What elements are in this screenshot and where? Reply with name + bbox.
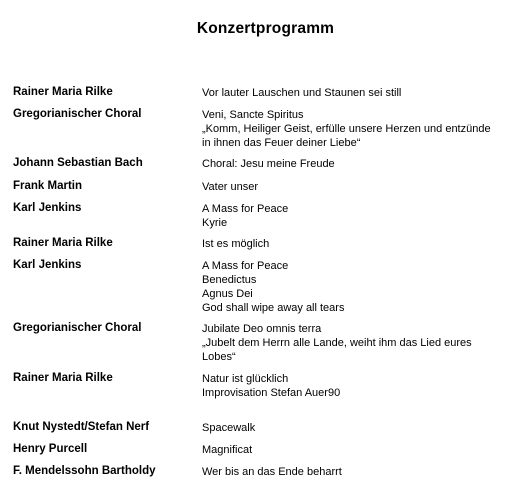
work-titles — [202, 421, 522, 435]
work-title-line: Agnus Dei — [202, 288, 253, 300]
work-title-line: Wer bis an das Ende beharrt — [202, 466, 342, 478]
composer-name: Rainer Maria Rilke — [13, 237, 113, 249]
work-titles — [202, 372, 522, 400]
composer-name: Karl Jenkins — [13, 259, 82, 271]
work-title-line: Choral: Jesu meine Freude — [202, 158, 335, 170]
work-titles — [202, 180, 522, 194]
work-title-line: Spacewalk — [202, 422, 256, 434]
composer-name: Gregorianischer Choral — [13, 108, 142, 120]
work-title-line: God shall wipe away all tears — [202, 302, 345, 314]
work-title-line: Benedictus — [202, 274, 257, 286]
work-title-line: in ihnen das Feuer deiner Liebe“ — [202, 137, 361, 149]
work-title-line: Ist es möglich — [202, 238, 270, 250]
work-title-line: Vater unser — [202, 181, 259, 193]
work-title-line: A Mass for Peace — [202, 260, 289, 272]
work-title-line: „Komm, Heiliger Geist, erfülle unsere Herzen und entzünde — [202, 123, 491, 135]
work-titles — [202, 322, 522, 364]
work-titles — [202, 202, 522, 230]
work-titles — [202, 157, 522, 171]
work-title-line: Lobes“ — [202, 351, 236, 363]
work-title-line: „Jubelt dem Herrn alle Lande, weiht ihm das Lied eures — [202, 337, 472, 349]
composer-name: Gregorianischer Choral — [13, 322, 142, 334]
composer-name: Karl Jenkins — [13, 202, 82, 214]
work-title-line: Vor lauter Lauschen und Staunen sei still — [202, 87, 402, 99]
work-title-line: Jubilate Deo omnis terra — [202, 323, 322, 335]
work-titles — [202, 465, 522, 479]
composer-name: Rainer Maria Rilke — [13, 372, 113, 384]
work-title-line: Natur ist glücklich — [202, 373, 289, 385]
work-title-line: Magnificat — [202, 444, 253, 456]
composer-name: Johann Sebastian Bach — [13, 157, 143, 169]
work-titles — [202, 108, 522, 150]
composer-name: F. Mendelssohn Bartholdy — [13, 465, 156, 477]
work-title-line: A Mass for Peace — [202, 203, 289, 215]
work-title-line: Improvisation Stefan Auer90 — [202, 387, 341, 399]
composer-name: Knut Nystedt/Stefan Nerf — [13, 421, 150, 433]
composer-name: Frank Martin — [13, 180, 83, 192]
work-titles — [202, 443, 522, 457]
composer-name: Rainer Maria Rilke — [13, 86, 113, 98]
work-title-line: Veni, Sancte Spiritus — [202, 109, 304, 121]
composer-name: Henry Purcell — [13, 443, 88, 455]
work-titles — [202, 86, 522, 100]
page-title: Konzertprogramm — [196, 20, 335, 37]
work-titles — [202, 237, 522, 251]
work-titles — [202, 259, 522, 315]
work-title-line: Kyrie — [202, 217, 228, 229]
